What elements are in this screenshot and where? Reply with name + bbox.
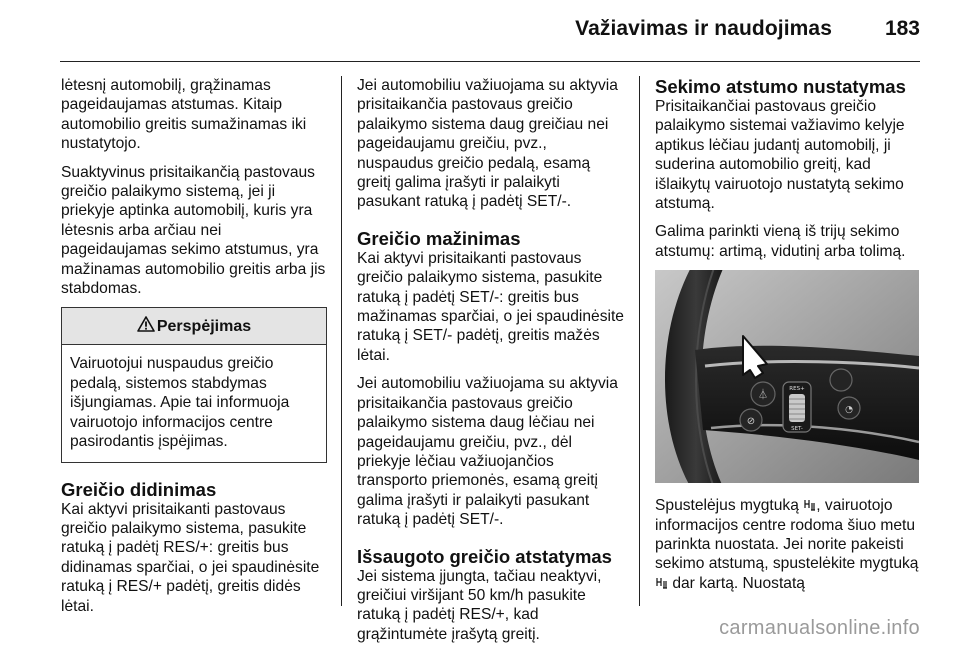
section-heading: Greičio didinimas xyxy=(61,478,217,500)
page-header xyxy=(0,0,960,62)
following-distance-icon xyxy=(655,576,668,589)
svg-text:⊘: ⊘ xyxy=(746,416,756,428)
paragraph: Kai aktyvi prisitaikanti pastovaus greičio palaikymo sistema, pasukite ratuką į padėtį RES/+: greitis bus didinamas sparčiai, o jei spaudinėsite ratuką į RES/+ padėtį, greitis didės lėtai. xyxy=(61,500,320,615)
column-1 xyxy=(61,76,327,625)
page-number: 183 xyxy=(884,17,920,40)
text-fragment: Spustelėjus mygtuką xyxy=(655,497,799,515)
section-heading: Išsaugoto greičio atstatymas xyxy=(357,545,612,567)
section-heading: Sekimo atstumo nustatymas xyxy=(655,76,906,97)
warning-title: Perspėjimas xyxy=(156,317,252,335)
paragraph: Prisitaikančiai pastovaus greičio palaikymo sistemai važiavimo kelyje aptikus lėčiau judantį automobilį, ji suderina automobilio greitį, kad išlaikytų vairuotojo nustatytą sekimo atstumą. xyxy=(655,98,905,213)
set-label: SET- xyxy=(791,426,803,433)
paragraph: Kai aktyvi prisitaikanti pastovaus greičio palaikymo sistema, pasukite ratuką į padėtį SET/-: greitis bus mažinamas sparčiai, o jei spaudinėsite ratuką į SET/- padėtį, greitis mažės lėtai. xyxy=(357,249,624,364)
warning-header xyxy=(62,308,326,345)
svg-text:⏃: ⏃ xyxy=(758,390,768,402)
paragraph xyxy=(655,496,925,593)
section-heading: Greičio mažinimas xyxy=(357,227,521,249)
header-divider xyxy=(60,61,920,62)
following-distance-icon xyxy=(803,498,816,511)
paragraph: lėtesnį automobilį, grąžinamas pageidaujamas atstumas. Kitaip automobilio greitis sumažinamas iki nustatytojo. xyxy=(61,77,307,153)
paragraph: Jei automobiliu važiuojama su aktyvia prisitaikančia pastovaus greičio palaikymo sistema daug greičiau nei pageidaujamu greičiu, pvz., nuspaudus greičio pedalą, esamą greitį galima įrašyti ir palaikyti pasukant ratuką į padėtį SET/-. xyxy=(357,77,618,211)
res-label: RES+ xyxy=(789,386,805,393)
warning-triangle-icon xyxy=(137,316,155,337)
paragraph: Jei automobiliu važiuojama su aktyvia prisitaikančia pastovaus greičio palaikymo sistema daug lėčiau nei pageidaujamu greičiu, pvz., dėl priekyje lėčiau važiuojančios transporto priemonės, esamą greitį galima įrašyti ir palaikyti pasukant ratuką į padėtį SET/-. xyxy=(357,375,618,529)
column-2 xyxy=(357,76,627,653)
paragraph: Suaktyvinus prisitaikančią pastovaus greičio palaikymo sistemą, jei ji priekyje aptinka automobilį, kuris yra lėtesnis arba arčiau nei pageidaujamas sekimo atstumus, yra mažinamas automobilio greitis arba jis stabdomas. xyxy=(61,163,326,298)
text-fragment: , vairuotojo informacijos centre rodoma šiuo metu parinkta nuostata. Jei norite pakeisti sekimo atstumą, spustelėkite mygtuką xyxy=(655,497,919,573)
chapter-title: Važiavimas ir naudojimas xyxy=(575,17,832,40)
column-divider-2 xyxy=(639,76,640,606)
warning-box xyxy=(61,307,327,462)
text-fragment: dar kartą. Nuostatą xyxy=(668,574,805,592)
paragraph: Galima parinkti vieną iš trijų sekimo atstumų: artimą, vidutinį arba tolimą. xyxy=(655,223,906,260)
svg-text:◔: ◔ xyxy=(845,405,853,416)
column-3 xyxy=(655,76,925,602)
steering-wheel-photo xyxy=(655,270,919,483)
column-divider-1 xyxy=(341,76,342,606)
watermark: carmanualsonline.info xyxy=(719,617,920,639)
paragraph: Jei sistema įjungta, tačiau neaktyvi, greičiui viršijant 50 km/h pasukite ratuką į padėtį RES/+, kad grąžintumėte įrašytą greitį. xyxy=(357,567,602,643)
warning-text: Vairuotojui nuspaudus greičio pedalą, sistemos stabdymas išjungiamas. Apie tai informuoja vairuotojo informacijos centre pasirodantis įspėjimas. xyxy=(70,355,290,451)
